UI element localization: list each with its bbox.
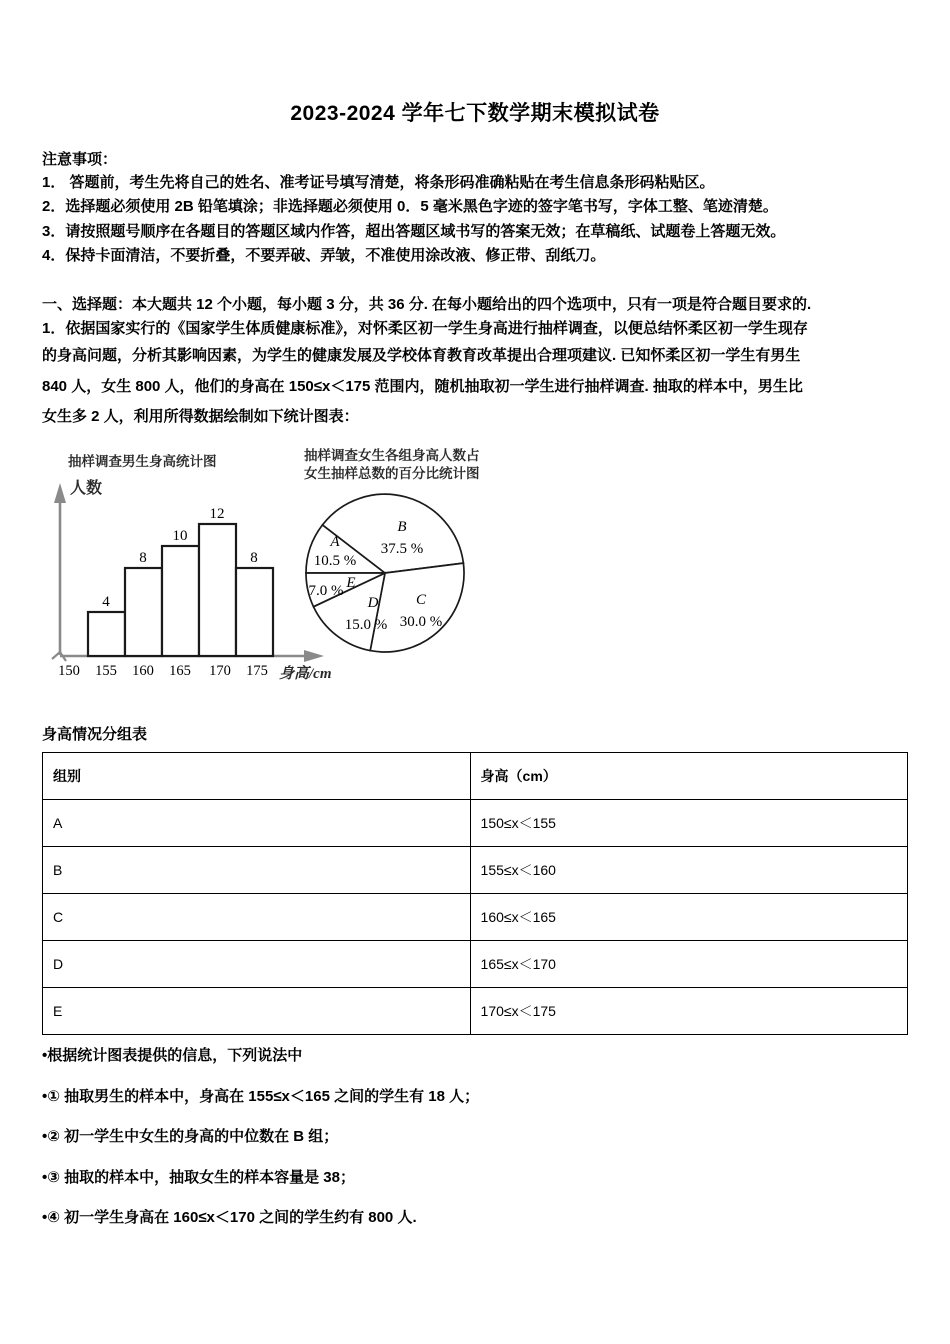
question-line: 的身高问题，分析其影响因素，为学生的健康发展及学校体育教育改革提出合理项建议. 已知怀柔区初一学生有男生 bbox=[42, 346, 801, 364]
bar-value-label: 4 bbox=[102, 594, 110, 611]
bar-group-b bbox=[125, 568, 162, 656]
table-row bbox=[43, 894, 908, 941]
cell-range: 155≤x＜160 bbox=[470, 847, 907, 894]
pie-label-a: A bbox=[330, 534, 340, 551]
column-header-group: 组别 bbox=[43, 753, 471, 800]
table-row bbox=[43, 988, 908, 1035]
notice-item: 1． 答题前，考生先将自己的姓名、准考证号填写清楚，将条形码准确粘贴在考生信息条形码粘贴区。 bbox=[42, 174, 715, 192]
statement-item: •③ 抽取的样本中，抽取女生的样本容量是 38； bbox=[42, 1168, 355, 1186]
bar-x-tick: 165 bbox=[169, 663, 191, 680]
statement-item: •② 初一学生中女生的身高的中位数在 B 组； bbox=[42, 1128, 339, 1146]
notice-item: 3．请按照题号顺序在各题目的答题区域内作答，超出答题区域书写的答案无效；在草稿纸、试题卷上答题无效。 bbox=[42, 222, 786, 240]
cell-group: A bbox=[43, 800, 471, 847]
table-caption: 身高情况分组表 bbox=[42, 726, 148, 744]
cell-group: E bbox=[43, 988, 471, 1035]
pie-value-b: 37.5 % bbox=[380, 541, 424, 558]
pie-label-b: B bbox=[397, 519, 407, 536]
page-title: 2023-2024 学年七下数学期末模拟试卷 bbox=[290, 102, 660, 125]
pie-value-a: 10.5 % bbox=[313, 553, 357, 570]
cell-range: 160≤x＜165 bbox=[470, 894, 907, 941]
height-group-table bbox=[42, 752, 908, 1035]
statements-intro: •根据统计图表提供的信息，下列说法中 bbox=[42, 1047, 303, 1065]
bar-x-tick: 160 bbox=[132, 663, 154, 680]
bar-x-tick: 155 bbox=[95, 663, 117, 680]
bar-chart-y-axis bbox=[54, 483, 66, 655]
section-heading: 一、选择题：本大题共 12 个小题，每小题 3 分，共 36 分. 在每小题给出的四个选项中，只有一项是符合题目要求的. bbox=[42, 296, 812, 314]
column-header-height: 身高（cm） bbox=[470, 753, 907, 800]
statement-item: •① 抽取男生的样本中，身高在 155≤x＜165 之间的学生有 18 人； bbox=[42, 1087, 480, 1105]
bar-value-label: 12 bbox=[209, 506, 225, 523]
pie-value-c: 30.0 % bbox=[399, 614, 443, 631]
bar-y-axis-label: 人数 bbox=[70, 480, 103, 498]
statistics-figures bbox=[42, 445, 908, 713]
notice-heading: 注意事项： bbox=[42, 151, 118, 169]
statement-item: •④ 初一学生身高在 160≤x＜170 之间的学生约有 800 人. bbox=[42, 1209, 417, 1227]
cell-group: C bbox=[43, 894, 471, 941]
bar-x-axis-label: 身高/cm bbox=[279, 666, 332, 683]
bar-group-c bbox=[162, 546, 199, 656]
question-line: 女生多 2 人，利用所得数据绘制如下统计图表： bbox=[42, 408, 359, 426]
bar-group-d bbox=[199, 524, 236, 656]
question-line: 1．依据国家实行的《国家学生体质健康标准》，对怀柔区初一学生身高进行抽样调查，以便总结怀柔区初一学生现存 bbox=[42, 319, 808, 337]
document-body bbox=[0, 148, 950, 1229]
pie-label-d: D bbox=[367, 595, 379, 612]
pie-value-e: 7.0 % bbox=[308, 583, 344, 600]
table-row bbox=[43, 941, 908, 988]
bar-value-label: 10 bbox=[172, 528, 188, 545]
pie-label-e: E bbox=[346, 575, 356, 592]
table-header-row bbox=[43, 753, 908, 800]
bar-group-a bbox=[88, 612, 125, 656]
table-row bbox=[43, 800, 908, 847]
notice-item: 4．保持卡面清洁，不要折叠，不要弄破、弄皱，不准使用涂改液、修正带、刮纸刀。 bbox=[42, 247, 606, 265]
bar-group-e bbox=[236, 568, 273, 656]
cell-range: 150≤x＜155 bbox=[470, 800, 907, 847]
bar-x-tick: 175 bbox=[246, 663, 268, 680]
bar-x-tick: 170 bbox=[209, 663, 231, 680]
cell-group: B bbox=[43, 847, 471, 894]
table-row bbox=[43, 847, 908, 894]
cell-range: 165≤x＜170 bbox=[470, 941, 907, 988]
bar-chart-title: 抽样调查男生身高统计图 bbox=[68, 454, 217, 470]
pie-chart-title-line2: 女生抽样总数的百分比统计图 bbox=[304, 466, 480, 482]
cell-range: 170≤x＜175 bbox=[470, 988, 907, 1035]
pie-chart-title-line1: 抽样调查女生各组身高人数占 bbox=[304, 448, 480, 464]
question-line: 840 人，女生 800 人，他们的身高在 150≤x＜175 范围内，随机抽取初一学生进行抽样调查. 抽取的样本中，男生比 bbox=[42, 377, 803, 395]
pie-chart bbox=[290, 483, 520, 688]
cell-group: D bbox=[43, 941, 471, 988]
notice-item: 2．选择题必须使用 2B 铅笔填涂；非选择题必须使用 0．5 毫米黑色字迹的签字笔书写，字体工整、笔迹清楚。 bbox=[42, 198, 778, 216]
pie-value-d: 15.0 % bbox=[344, 617, 388, 634]
bar-value-label: 8 bbox=[250, 550, 258, 567]
bar-x-tick: 150 bbox=[58, 663, 80, 680]
bar-value-label: 8 bbox=[139, 550, 147, 567]
pie-label-c: C bbox=[415, 592, 427, 609]
